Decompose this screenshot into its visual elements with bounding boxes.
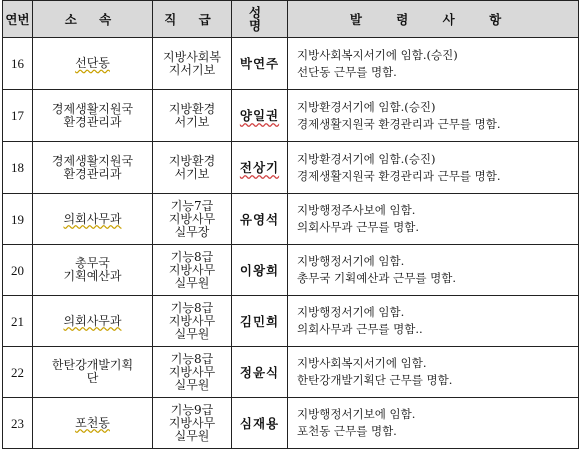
- row-grade: 지방환경 서기보: [153, 142, 232, 194]
- row-grade: 기능8급 지방사무 실무원: [153, 347, 232, 398]
- row-no: 23: [3, 398, 33, 449]
- row-order: 지방행정서기에 임함. 총무국 기획예산과 근무를 명함.: [288, 245, 579, 296]
- row-grade: 기능8급 지방사무 실무원: [153, 296, 232, 347]
- row-name: 김민희: [232, 296, 288, 347]
- header-no: 연번: [3, 1, 33, 38]
- row-order: 지방사회복지서기에 임함. 한탄강개발기획단 근무를 명함.: [288, 347, 579, 398]
- row-dept: 포천동: [33, 398, 153, 449]
- row-dept: 의회사무과: [33, 296, 153, 347]
- row-no: 19: [3, 194, 33, 245]
- table-row: [3, 38, 579, 90]
- table-row: [3, 296, 579, 347]
- row-grade: 기능9급 지방사무 실무원: [153, 398, 232, 449]
- row-name: 정윤식: [232, 347, 288, 398]
- row-name: 양일권: [232, 90, 288, 142]
- row-grade: 지방환경 서기보: [153, 90, 232, 142]
- row-name: 박연주: [232, 38, 288, 90]
- personnel-order-table: [2, 0, 579, 449]
- table-row: [3, 90, 579, 142]
- table-row: [3, 245, 579, 296]
- row-no: 22: [3, 347, 33, 398]
- row-name: 전상기: [232, 142, 288, 194]
- table-row: [3, 142, 579, 194]
- table-row: [3, 347, 579, 398]
- row-order: 지방환경서기에 임함.(승진) 경제생활지원국 환경관리과 근무를 명함.: [288, 142, 579, 194]
- row-order: 지방행정주사보에 임함. 의회사무과 근무를 명함.: [288, 194, 579, 245]
- row-name: 유영석: [232, 194, 288, 245]
- row-dept: 한탄강개발기획 단: [33, 347, 153, 398]
- row-dept: 선단동: [33, 38, 153, 90]
- header-grade: 직 급: [153, 1, 232, 38]
- row-no: 21: [3, 296, 33, 347]
- row-no: 18: [3, 142, 33, 194]
- row-dept: 총무국 기획예산과: [33, 245, 153, 296]
- row-no: 17: [3, 90, 33, 142]
- table-row: [3, 194, 579, 245]
- row-dept: 경제생활지원국 환경관리과: [33, 90, 153, 142]
- row-order: 지방행정서기보에 임함. 포천동 근무를 명함.: [288, 398, 579, 449]
- row-order: 지방행정서기에 임함. 의회사무과 근무를 명함..: [288, 296, 579, 347]
- row-name: 이왕희: [232, 245, 288, 296]
- header-name: 성 명: [232, 1, 288, 38]
- table-row: [3, 398, 579, 449]
- row-dept: 경제생활지원국 환경관리과: [33, 142, 153, 194]
- row-no: 16: [3, 38, 33, 90]
- header-row: [3, 1, 579, 38]
- row-order: 지방사회복지서기에 임함.(승진) 선단동 근무를 명함.: [288, 38, 579, 90]
- row-order: 지방환경서기에 임함.(승진) 경제생활지원국 환경관리과 근무를 명함.: [288, 90, 579, 142]
- row-name: 심재용: [232, 398, 288, 449]
- header-order: 발 령 사 항: [288, 1, 579, 38]
- row-grade: 기능8급 지방사무 실무원: [153, 245, 232, 296]
- row-grade: 기능7급 지방사무 실무장: [153, 194, 232, 245]
- header-dept: 소 속: [33, 1, 153, 38]
- row-dept: 의회사무과: [33, 194, 153, 245]
- row-grade: 지방사회복 지서기보: [153, 38, 232, 90]
- row-no: 20: [3, 245, 33, 296]
